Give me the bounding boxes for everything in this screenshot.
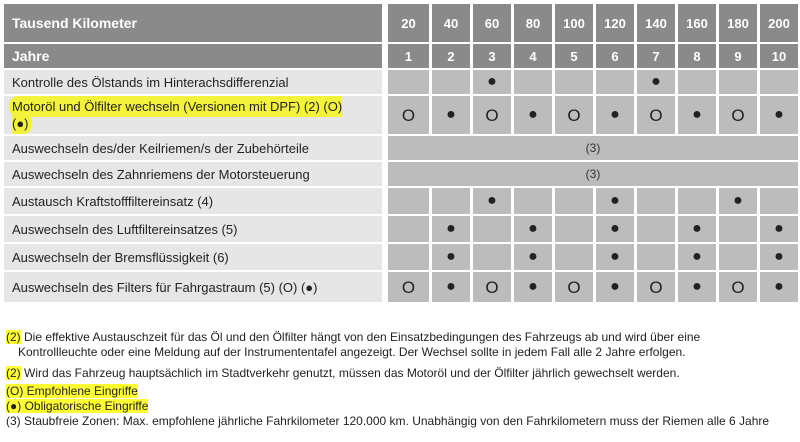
schedule-cell: ● (470, 70, 511, 96)
row-label-highlight (12, 99, 342, 131)
schedule-cell: ● (593, 216, 634, 244)
year-header-cell: 5 (552, 44, 593, 70)
schedule-cell (511, 70, 552, 96)
row-label: Auswechseln des Luftfiltereinsatzes (5) (4, 216, 388, 244)
footnote (6, 330, 796, 360)
schedule-cell (634, 188, 675, 216)
schedule-cell: ● (470, 188, 511, 216)
schedule-cell: ● (593, 244, 634, 272)
schedule-cell (716, 244, 757, 272)
schedule-cell (634, 244, 675, 272)
schedule-cell: ● (593, 272, 634, 304)
row-label-line: (●) (12, 116, 29, 131)
km-header-row (4, 4, 798, 44)
row-label (4, 96, 388, 136)
year-header-cell: 9 (716, 44, 757, 70)
year-header-cell: 3 (470, 44, 511, 70)
schedule-cell: ● (675, 96, 716, 136)
row-label: Auswechseln des Zahnriemens der Motorsteuerung (4, 162, 388, 188)
schedule-cell (388, 216, 429, 244)
km-header-cell: 160 (675, 4, 716, 44)
schedule-cell: ● (429, 272, 470, 304)
schedule-cell (552, 244, 593, 272)
schedule-cell: O (716, 96, 757, 136)
row-label: Auswechseln des Filters für Fahrgastraum (5) (O) (●) (4, 272, 388, 304)
footnote-text: (3) Staubfreie Zonen: Max. empfohlene jährliche Fahrkilometer 120.000 km. Unabhängig von den Fahrkilometern muss der Riemen alle 6 Jahre (6, 414, 770, 428)
schedule-cell (470, 216, 511, 244)
row-label-line: Motoröl und Ölfilter wechseln (Versionen mit DPF) (2) (O) (12, 99, 343, 114)
schedule-cell: ● (511, 244, 552, 272)
table-row (4, 272, 798, 304)
schedule-cell (675, 188, 716, 216)
schedule-cell (716, 70, 757, 96)
row-label: Austausch Kraftstofffiltereinsatz (4) (4, 188, 388, 216)
schedule-cell: ● (511, 96, 552, 136)
schedule-cell: ● (757, 96, 798, 136)
footnote-continuation: Kontrollleuchte oder eine Meldung auf der Instrumententafel angezeigt. Der Wechsel sollte in jedem Fall alle 2 Jahre erfolgen. (18, 345, 686, 359)
schedule-cell: ● (593, 188, 634, 216)
schedule-cell: ● (511, 216, 552, 244)
km-header-cell: 200 (757, 4, 798, 44)
maintenance-schedule-table (4, 4, 798, 304)
schedule-cell: ● (675, 272, 716, 304)
footnote (6, 414, 796, 429)
schedule-cell: ● (593, 96, 634, 136)
km-header-cell: 140 (634, 4, 675, 44)
schedule-cell: ● (757, 272, 798, 304)
schedule-cell (675, 70, 716, 96)
schedule-cell: O (470, 96, 511, 136)
schedule-cell (388, 188, 429, 216)
schedule-cell (429, 188, 470, 216)
legend-recommended: (O) Empfohlene Eingriffe (6, 384, 138, 398)
table-row (4, 136, 798, 162)
legend-mandatory: (●) Obligatorische Eingriffe (6, 399, 149, 413)
schedule-cell (388, 70, 429, 96)
schedule-cell (757, 188, 798, 216)
schedule-cell (634, 216, 675, 244)
schedule-cell: ● (675, 216, 716, 244)
row-label: Kontrolle des Ölstands im Hinterachsdifferenzial (4, 70, 388, 96)
schedule-cell: ● (511, 272, 552, 304)
years-header-label: Jahre (4, 44, 388, 70)
schedule-cell: O (716, 272, 757, 304)
table-row (4, 162, 798, 188)
table-row (4, 244, 798, 272)
km-header-cell: 120 (593, 4, 634, 44)
schedule-cell: O (388, 96, 429, 136)
schedule-cell: O (552, 272, 593, 304)
schedule-cell: O (634, 96, 675, 136)
years-header-row (4, 44, 798, 70)
year-header-cell: 1 (388, 44, 429, 70)
year-header-cell: 4 (511, 44, 552, 70)
footnotes (6, 330, 796, 429)
schedule-cell (470, 244, 511, 272)
year-header-cell: 2 (429, 44, 470, 70)
schedule-cell (429, 70, 470, 96)
km-header-label: Tausend Kilometer (4, 4, 388, 44)
footnote-marker: (2) (6, 366, 21, 380)
year-header-cell: 8 (675, 44, 716, 70)
footnote (6, 366, 796, 381)
row-label: Auswechseln des/der Keilriemen/s der Zubehörteile (4, 136, 388, 162)
table-row (4, 70, 798, 96)
schedule-cell: O (634, 272, 675, 304)
table-row (4, 96, 798, 136)
schedule-cell: ● (429, 96, 470, 136)
schedule-cell: ● (716, 188, 757, 216)
span-cell: (3) (388, 162, 798, 188)
schedule-cell: O (552, 96, 593, 136)
schedule-cell (552, 216, 593, 244)
schedule-cell: ● (757, 216, 798, 244)
km-header-cell: 100 (552, 4, 593, 44)
km-header-cell: 20 (388, 4, 429, 44)
km-header-cell: 180 (716, 4, 757, 44)
footnote-text: Wird das Fahrzeug hauptsächlich im Stadtverkehr genutzt, müssen das Motoröl und der Ölfilter jährlich gewechselt werden. (20, 366, 680, 380)
schedule-cell: ● (757, 244, 798, 272)
row-label: Auswechseln der Bremsflüssigkeit (6) (4, 244, 388, 272)
schedule-cell (593, 70, 634, 96)
schedule-cell: O (388, 272, 429, 304)
footnote-marker: (2) (6, 330, 21, 344)
km-header-cell: 80 (511, 4, 552, 44)
km-header-cell: 40 (429, 4, 470, 44)
footnote-text: Die effektive Austauschzeit für das Öl und den Ölfilter hängt von den Einsatzbedingungen des Fahrzeugs ab und wird über eine (20, 330, 701, 344)
schedule-cell: O (470, 272, 511, 304)
schedule-cell: ● (429, 216, 470, 244)
year-header-cell: 10 (757, 44, 798, 70)
schedule-cell (511, 188, 552, 216)
schedule-cell (552, 70, 593, 96)
km-header-cell: 60 (470, 4, 511, 44)
schedule-cell (716, 216, 757, 244)
schedule-cell (552, 188, 593, 216)
schedule-cell: ● (429, 244, 470, 272)
span-cell: (3) (388, 136, 798, 162)
schedule-cell: ● (675, 244, 716, 272)
table-row (4, 188, 798, 216)
schedule-cell: ● (634, 70, 675, 96)
year-header-cell: 7 (634, 44, 675, 70)
schedule-cell (757, 70, 798, 96)
table-row (4, 216, 798, 244)
year-header-cell: 6 (593, 44, 634, 70)
schedule-cell (388, 244, 429, 272)
